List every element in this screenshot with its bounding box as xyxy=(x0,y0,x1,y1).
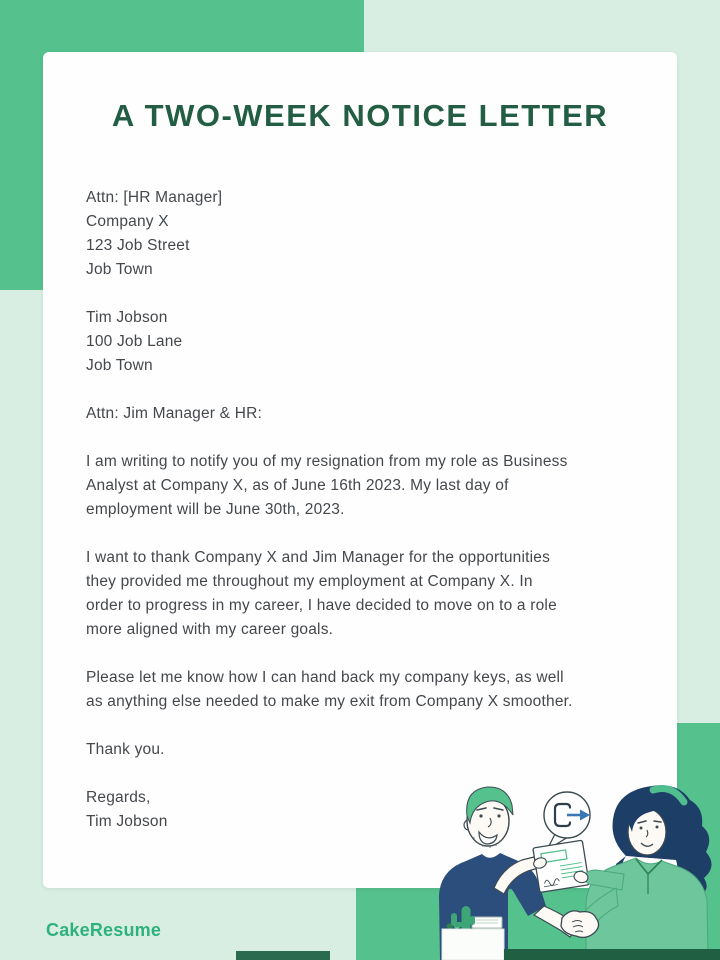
stapler xyxy=(472,917,502,928)
letter-line: 100 Job Lane xyxy=(86,333,183,350)
paragraph-3 xyxy=(86,666,653,714)
chair-seat-bar xyxy=(236,951,330,960)
letter-line: Tim Jobson xyxy=(86,813,168,830)
letter-line: Tim Jobson xyxy=(86,309,168,326)
letter-line: employment will be June 30th, 2023. xyxy=(86,501,345,518)
letter-title: A TWO-WEEK NOTICE LETTER xyxy=(111,98,609,133)
salutation-line xyxy=(86,402,653,426)
letter-line: I am writing to notify you of my resignation from my role as Business xyxy=(86,453,568,470)
cakeresume-logo: CakeResume xyxy=(46,920,162,940)
letter-line: Regards, xyxy=(86,789,151,806)
desk-top xyxy=(504,949,720,960)
speech-bubble xyxy=(544,792,590,850)
letter-line: Thank you. xyxy=(86,741,165,758)
letter-line: Please let me know how I can hand back my company keys, as well xyxy=(86,669,564,686)
letter-body xyxy=(86,186,653,858)
desk-cabinet xyxy=(442,929,504,960)
letter-line: I want to thank Company X and Jim Manager for the opportunities xyxy=(86,549,551,566)
letter-line: Attn: Jim Manager & HR: xyxy=(86,405,263,422)
letter-line: Company X xyxy=(86,213,169,230)
letter-line: as anything else needed to make my exit from Company X smoother. xyxy=(86,693,573,710)
letter-line: order to progress in my career, I have decided to move on to a role xyxy=(86,597,557,614)
letter-line: Job Town xyxy=(86,357,153,374)
closing-line xyxy=(86,738,653,762)
paragraph-1 xyxy=(86,450,653,522)
paragraph-2 xyxy=(86,546,653,642)
sender-address-block xyxy=(86,306,653,378)
letter-line: more aligned with my career goals. xyxy=(86,621,334,638)
letter-line: Analyst at Company X, as of June 16th 2023. My last day of xyxy=(86,477,509,494)
recipient-address-block xyxy=(86,186,653,282)
handover-illustration xyxy=(420,760,720,960)
letter-line: 123 Job Street xyxy=(86,237,190,254)
handshake xyxy=(561,911,599,938)
letter-line: Job Town xyxy=(86,261,153,278)
letter-line: Attn: [HR Manager] xyxy=(86,189,223,206)
letter-line: they provided me throughout my employment at Company X. In xyxy=(86,573,533,590)
